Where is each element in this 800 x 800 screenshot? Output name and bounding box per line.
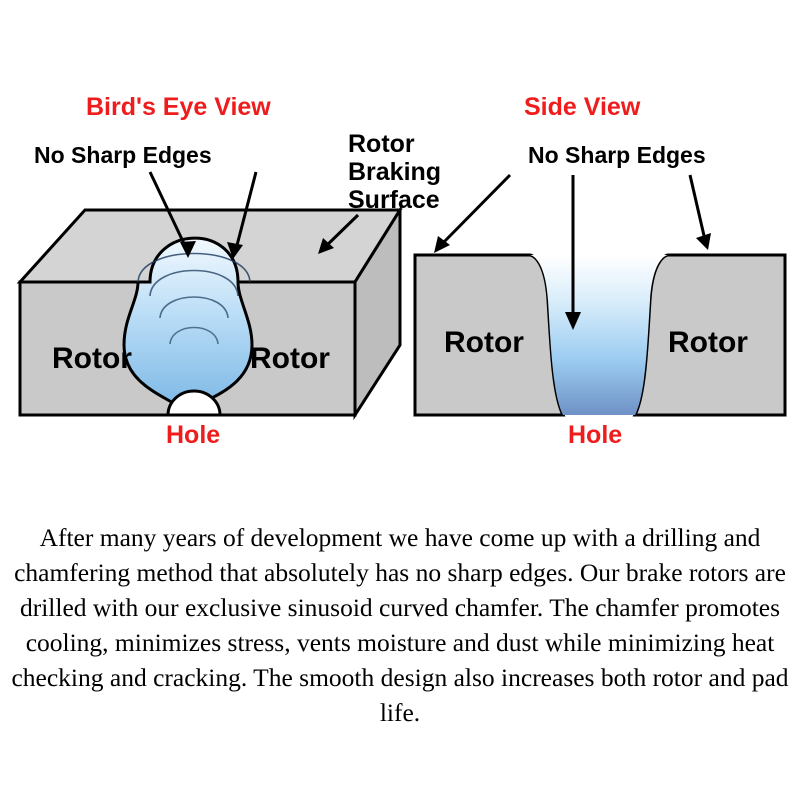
label-no-sharp-edges-left: No Sharp Edges (34, 142, 212, 168)
label-rotor-right-b: Rotor (668, 326, 748, 359)
arrow-line-side-1 (440, 175, 510, 246)
label-rotor-left-b: Rotor (250, 342, 330, 375)
caption-text: After many years of development we have come up with a drilling and chamfering method that absolutely has no sharp edges. Our brake rotors are drilled with our exclusive sinusoid curved chamfer. The chamfer promotes cooling, minimizes stress, vents moisture and dust while minimizing heat checking and cracking. The smooth design also increases both rotor and pad life. (11, 523, 789, 727)
arrowhead-side-3 (696, 233, 711, 250)
arrow-line-side-3 (690, 175, 705, 240)
label-rotor-braking-surface-line3: Surface (348, 186, 440, 214)
label-hole-right: Hole (568, 421, 623, 449)
birds-eye-view-group (20, 93, 441, 449)
heading-birds-eye: Bird's Eye View (86, 93, 271, 121)
label-rotor-braking-surface-line2: Braking (348, 158, 442, 186)
label-no-sharp-edges-right: No Sharp Edges (528, 142, 706, 168)
side-view-group (415, 93, 785, 449)
label-rotor-left-a: Rotor (52, 342, 132, 375)
label-rotor-braking-surface-line1: Rotor (348, 130, 415, 158)
heading-side-view: Side View (524, 93, 641, 121)
label-rotor-right-a: Rotor (444, 326, 524, 359)
label-hole-left: Hole (166, 421, 221, 449)
